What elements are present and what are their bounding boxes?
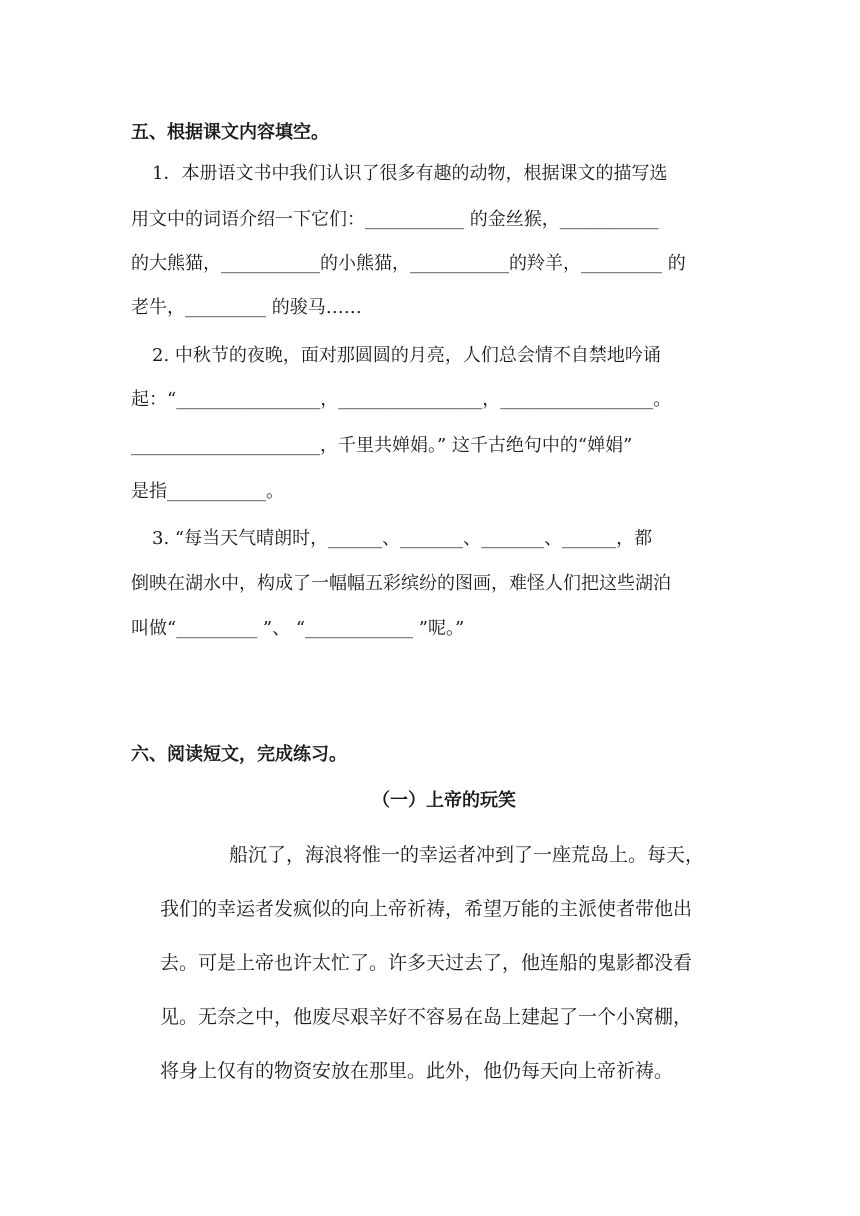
q2-line-3: _____________________，千里共婵娟。” 这千古绝句中的“婵娟” [131, 435, 633, 456]
section-5-title: 五、根据课文内容填空。 [131, 122, 329, 143]
passage-title: （一）上帝的玩笑 [372, 790, 516, 811]
section-6-title: 六、阅读短文，完成练习。 [131, 744, 347, 765]
q3-line-3: 叫做“_________ ”、 “____________ ”呢。” [131, 618, 465, 639]
passage-line-1: 船沉了，海浪将惟一的幸运者冲到了一座荒岛上。每天， [229, 844, 705, 866]
q1-line-1: 1．本册语文书中我们认识了很多有趣的动物，根据课文的描写选 [152, 163, 668, 184]
passage-line-2: 我们的幸运者发疯似的向上帝祈祷，希望万能的主派使者带他出 [160, 898, 693, 920]
q2-line-4: 是指___________。 [131, 481, 284, 502]
passage-line-4: 见。无奈之中，他废尽艰辛好不容易在岛上建起了一个小窝棚， [160, 1006, 693, 1028]
q3-line-2: 倒映在湖水中，构成了一幅幅五彩缤纷的图画，难怪人们把这些湖泊 [131, 573, 671, 594]
q3-line-1: 3. “每当天气晴朗时，______、_______、_______、______，都 [152, 528, 653, 549]
q1-line-3: 的大熊猫，___________的小熊猫，___________的羚羊，_________ 的 [131, 253, 686, 274]
q2-line-2: 起：“________________，________________，_________________。 [131, 389, 672, 410]
passage-line-3: 去。可是上帝也许太忙了。许多天过去了，他连船的鬼影都没看 [160, 952, 693, 974]
q1-line-4: 老牛，_________ 的骏马…… [131, 297, 362, 318]
passage-line-5: 将身上仅有的物资安放在那里。此外，他仍每天向上帝祈祷。 [160, 1060, 674, 1082]
q2-line-1: 2. 中秋节的夜晚，面对那圆圆的月亮，人们总会情不自禁地吟诵 [152, 345, 661, 366]
q1-line-2: 用文中的词语介绍一下它们：___________ 的金丝猴，___________ [131, 209, 659, 230]
